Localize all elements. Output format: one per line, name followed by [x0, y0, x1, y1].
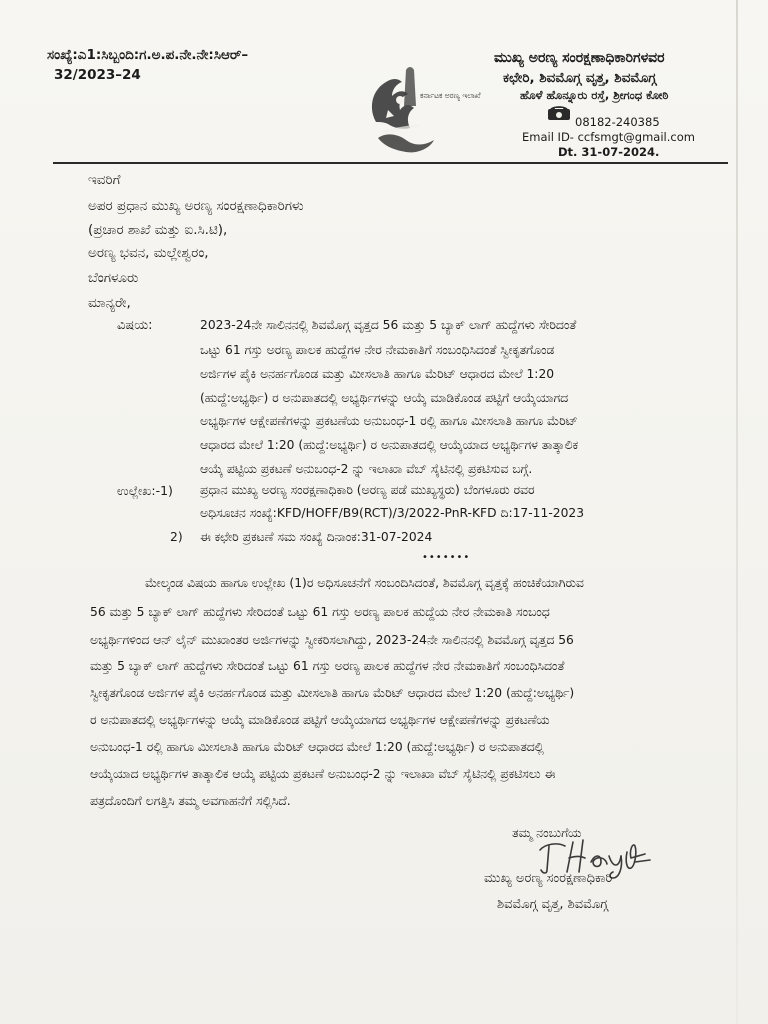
forest-department-logo-icon — [358, 60, 481, 160]
office-street: ಹೊಳೆ ಹೊನ್ನೂರು ರಸ್ತೆ, ಶ್ರೀಗಂಧ ಕೋಠಿ — [520, 88, 669, 102]
addressee-line4: ಬೆಂಗಳೂರು — [88, 270, 139, 286]
salutation: ಮಾನ್ಯರೇ, — [88, 295, 131, 311]
body-line: ಅನುಬಂಧ-1 ರಲ್ಲಿ ಹಾಗೂ ಮೀಸಲಾತಿ ಹಾಗೂ ಮೆರಿಟ್ ಆಧಾರದ ಮೇಲೆ 1:20 (ಹುದ್ದೆ:ಅಭ್ಯರ್ಥಿ) ರ ಅನುಪಾತದಲ್ಲಿ — [90, 740, 544, 754]
telephone-icon — [547, 104, 571, 121]
reference-number-line2: 32/2023–24 — [54, 67, 141, 83]
subject-line: 2023-24ನೇ ಸಾಲಿನನಲ್ಲಿ ಶಿವಮೊಗ್ಗ ವೃತ್ತದ 56 ಮತ್ತು 5 ಬ್ಯಾಕ್ ಲಾಗ್ ಹುದ್ದೆಗಳು ಸೇರಿದಂತೆ — [200, 318, 577, 332]
closing-designation: ಮುಖ್ಯ ಅರಣ್ಯ ಸಂರಕ್ಷಣಾಧಿಕಾರಿ — [484, 871, 613, 886]
closing-yours: ತಮ್ಮ ನಂಬುಗೆಯ — [512, 825, 582, 840]
subject-line: ಒಟ್ಟು 61 ಗಸ್ತು ಅರಣ್ಯ ಪಾಲಕ ಹುದ್ದೆಗಳ ನೇರ ನೇಮಕಾತಿಗೆ ಸಂಬಂಧಿಸಿದಂತೆ ಸ್ವೀಕೃತಗೊಂಡ — [200, 343, 555, 357]
body-line: ರ ಅನುಪಾತದಲ್ಲಿ ಅಭ್ಯರ್ಥಿಗಳನ್ನು ಆಯ್ಕೆ ಮಾಡಿಕೊಂಡ ಪಟ್ಟಿಗೆ ಆಯ್ಕೆಯಾಗದ ಅಭ್ಯರ್ಥಿಗಳ ಆಕ್ಷೇಪಣೆಗಳನ್ನು ಪ್ರಕಟಣೆಯ — [90, 713, 550, 727]
separator-dots: ••••••• — [422, 552, 471, 563]
body-line: 56 ಮತ್ತು 5 ಬ್ಯಾಕ್ ಲಾಗ್ ಹುದ್ದೆಗಳು ಸೇರಿದಂತೆ ಒಟ್ಟು 61 ಗಸ್ತು ಅರಣ್ಯ ಪಾಲಕ ಹುದ್ದೆಯ ನೇರ ನೇಮಕಾತಿ ಸಂಬಂಧ — [90, 605, 550, 619]
body-line: ಪತ್ರದೊಂದಿಗೆ ಲಗತ್ತಿಸಿ ತಮ್ಮ ಅವಗಾಹನೆಗೆ ಸಲ್ಲಿಸಿದೆ. — [90, 794, 291, 808]
office-email: Email ID- ccfsmgt@gmail.com — [522, 130, 695, 144]
office-name: ಮುಖ್ಯ ಅರಣ್ಯ ಸಂರಕ್ಷಣಾಧಿಕಾರಿಗಳವರ — [494, 50, 665, 66]
addressee-line1: ಅಪರ ಪ್ರಧಾನ ಮುಖ್ಯ ಅರಣ್ಯ ಸಂರಕ್ಷಣಾಧಿಕಾರಿಗಳು — [88, 198, 304, 214]
reference-2-number: 2) — [170, 530, 183, 544]
subject-line: ಅಭ್ಯರ್ಥಿಗಳ ಆಕ್ಷೇಪಣೆಗಳನ್ನು ಪ್ರಕಟಣೆಯ ಅನುಬಂಧ-1 ರಲ್ಲಿ ಹಾಗೂ ಮೀಸಲಾತಿ ಹಾಗೂ ಮೆರಿಟ್ — [200, 414, 578, 428]
page-edge — [736, 0, 738, 1024]
body-line: ಅಭ್ಯರ್ಥಿಗಳಿಂದ ಆನ್ ಲೈನ್ ಮುಖಾಂತರ ಅರ್ಜಿಗಳನ್ನು ಸ್ವೀಕರಿಸಲಾಗಿದ್ದು, 2023-24ನೇ ಸಾಲಿನನಲ್ಲಿ ಶಿವಮೊಗ್ಗ ವೃತ್ತದ 56 — [90, 633, 574, 647]
body-line: ಮತ್ತು 5 ಬ್ಯಾಕ್ ಲಾಗ್ ಹುದ್ದೆಗಳು ಸೇರಿದಂತೆ ಒಟ್ಟು 61 ಗಸ್ತು ಅರಣ್ಯ ಪಾಲಕ ಹುದ್ದೆಗಳ ನೇರ ನೇಮಕಾತಿಗೆ ಸಂಬಂಧಿಸಿದಂತೆ — [90, 659, 565, 673]
addressee-line2: (ಪ್ರಚಾರ ಶಾಖೆ ಮತ್ತು ಐ.ಸಿ.ಟಿ), — [88, 222, 228, 238]
office-phone: 08182-240385 — [575, 115, 660, 129]
reference-2-text: ಈ ಕಛೇರಿ ಪ್ರಕಟಣೆ ಸಮ ಸಂಖ್ಯೆ ದಿನಾಂಕ:31-07-2024 — [200, 530, 433, 544]
subject-line: ಆಧಾರದ ಮೇಲೆ 1:20 (ಹುದ್ದೆ:ಅಭ್ಯರ್ಥಿ) ರ ಅನುಪಾತದಲ್ಲಿ ಆಯ್ಕೆಯಾದ ಅಭ್ಯರ್ಥಿಗಳ ತಾತ್ಕಾಲಿಕ — [200, 438, 578, 452]
subject-label: ವಿಷಯ: — [117, 318, 153, 333]
body-line: ಮೇಲ್ಕಂಡ ವಿಷಯ ಹಾಗೂ ಉಲ್ಲೇಖ (1)ರ ಅಧಿಸೂಚನೆಗೆ ಸಂಬಂದಿಸಿದಂತೆ, ಶಿವಮೊಗ್ಗ ವೃತ್ತಕ್ಕೆ ಹಂಚಿಕೆಯಾಗಿರುವ — [145, 576, 584, 590]
reference-1-line1: ಪ್ರಧಾನ ಮುಖ್ಯ ಅರಣ್ಯ ಸಂರಕ್ಷಣಾಧಿಕಾರಿ (ಅರಣ್ಯ ಪಡೆ ಮುಖ್ಯಸ್ಥರು) ಬೆಂಗಳೂರು ರವರ — [200, 483, 535, 497]
office-location: ಕಛೇರಿ, ಶಿವಮೊಗ್ಗ ವೃತ್ತ, ಶಿವಮೊಗ್ಗ — [503, 70, 657, 86]
subject-line: ಅರ್ಜಿಗಳ ಪೈಕಿ ಅನರ್ಹಗೊಂಡ ಮತ್ತು ಮೀಸಲಾತಿ ಹಾಗೂ ಮೆರಿಟ್ ಆಧಾರದ ಮೇಲೆ 1:20 — [200, 367, 555, 381]
references-label: ಉಲ್ಲೇಖ:-1) — [117, 483, 173, 498]
subject-line: (ಹುದ್ದೆ:ಅಭ್ಯರ್ಥಿ) ರ ಅನುಪಾತದಲ್ಲಿ ಅಭ್ಯರ್ಥಿಗಳನ್ನು ಆಯ್ಕೆ ಮಾಡಿಕೊಂಡ ಪಟ್ಟಿಗೆ ಆಯ್ಕೆಯಾಗದ — [200, 391, 569, 405]
logo-text: ಕರ್ನಾಟಕ ಅರಣ್ಯ ಇಲಾಖೆ — [420, 91, 481, 100]
header-divider — [53, 162, 728, 164]
reference-number-line1: ಸಂಖ್ಯೆ:ಎ1:ಸಿಬ್ಬಂದಿ:ಗ.ಅ.ಪ.ನೇ.ನೇ:ಸಿಆರ್– — [47, 47, 249, 63]
forest-department-logo — [358, 60, 481, 160]
addressee-to: ಇವರಿಗೆ — [88, 172, 121, 188]
reference-1-line2: ಅಧಿಸೂಚನ ಸಂಖ್ಯೆ:KFD/HOFF/B9(RCT)/3/2022-PnR-KFD ದಿ:17-11-2023 — [200, 506, 585, 520]
addressee-line3: ಅರಣ್ಯ ಭವನ, ಮಲ್ಲೇಶ್ವರಂ, — [88, 245, 209, 261]
body-line: ಸ್ವೀಕೃತಗೊಂಡ ಅರ್ಜಿಗಳ ಪೈಕಿ ಅನರ್ಹಗೊಂಡ ಮತ್ತು ಮೀಸಲಾತಿ ಹಾಗೂ ಮೆರಿಟ್ ಆಧಾರದ ಮೇಲೆ 1:20 (ಹುದ್ದೆ:ಅಭ್ಯರ್ಥಿ) — [90, 686, 575, 700]
closing-place: ಶಿವಮೊಗ್ಗ ವೃತ್ತ, ಶಿವಮೊಗ್ಗ — [497, 897, 609, 912]
body-line: ಆಯ್ಕೆಯಾದ ಅಭ್ಯರ್ಥಿಗಳ ತಾತ್ಕಾಲಿಕ ಆಯ್ಕೆ ಪಟ್ಟಿಯ ಪ್ರಕಟಣೆ ಅನುಬಂಧ-2 ನ್ನು ಇಲಾಖಾ ವೆಬ್ ಸೈಟಿನಲ್ಲಿ ಪ್ರಕಟಿಸಲು ಈ — [90, 767, 556, 781]
subject-line: ಆಯ್ಕೆ ಪಟ್ಟಿಯ ಪ್ರಕಟಣೆ ಅನುಬಂಧ-2 ನ್ನು ಇಲಾಖಾ ವೆಬ್ ಸೈಟಿನಲ್ಲಿ ಪ್ರಕಟಿಸುವ ಬಗ್ಗೆ. — [200, 462, 533, 476]
letter-date: Dt. 31-07-2024. — [558, 145, 660, 159]
